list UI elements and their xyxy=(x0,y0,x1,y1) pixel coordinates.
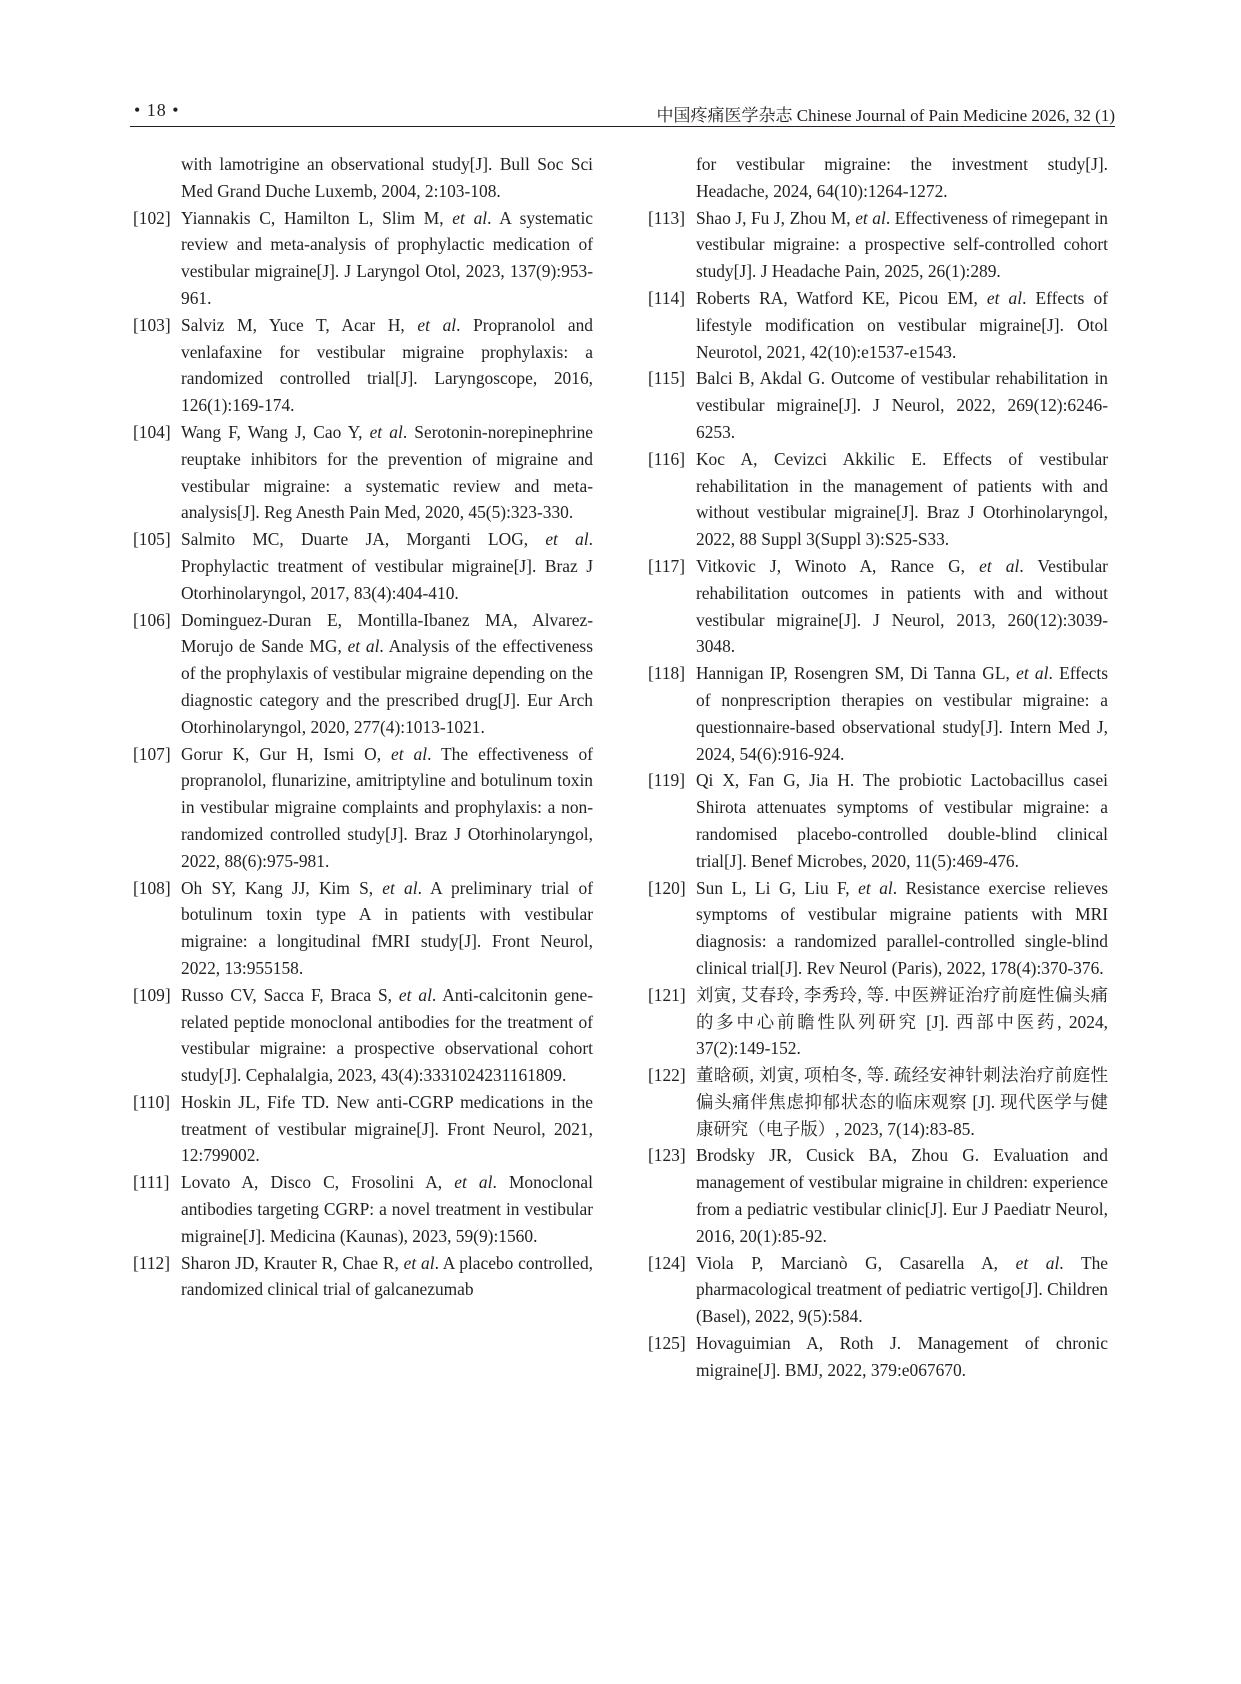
reference-text: Balci B, Akdal G. Outcome of vestibular rehabilitation in vestibular migraine[J]. J Neurol, 2022, 269(12):6246-6253. xyxy=(696,368,1108,442)
reference-entry xyxy=(133,151,593,205)
reference-number: [115] xyxy=(648,368,686,389)
reference-entry xyxy=(648,660,1108,767)
reference-entry xyxy=(133,419,593,526)
reference-number: [109] xyxy=(133,984,171,1005)
journal-title: 中国疼痛医学杂志 Chinese Journal of Pain Medicine 2026, 32 (1) xyxy=(656,106,1115,125)
reference-text: Lovato A, Disco C, Frosolini A, et al. Monoclonal antibodies targeting CGRP: a novel treatment in vestibular migraine[J]. Medicina (Kaunas), 2023, 59(9):1560. xyxy=(181,1172,593,1246)
reference-number: [103] xyxy=(133,314,171,335)
reference-entry xyxy=(133,312,593,419)
reference-number: [106] xyxy=(133,609,171,630)
reference-text: Russo CV, Sacca F, Braca S, et al. Anti-calcitonin gene-related peptide monoclonal antibodies for the treatment of vestibular migraine: a prospective observational cohort study[J]. Cephalalgia, 2023, 43(4):3331024231161809. xyxy=(181,984,593,1086)
reference-entry xyxy=(648,205,1108,285)
reference-text: Hannigan IP, Rosengren SM, Di Tanna GL, et al. Effects of nonprescription therapies on vestibular migraine: a questionnaire-based observational study[J]. Intern Med J, 2024, 54(6):916-924. xyxy=(696,663,1108,764)
reference-entry xyxy=(133,741,593,875)
reference-number: [123] xyxy=(648,1145,686,1166)
reference-number: [110] xyxy=(133,1091,171,1112)
reference-entry xyxy=(648,1142,1108,1249)
reference-text: Brodsky JR, Cusick BA, Zhou G. Evaluation and management of vestibular migraine in children: experience from a pediatric vestibular clinic[J]. Eur J Paediatr Neurol, 2016, 20(1):85-92. xyxy=(696,1145,1108,1246)
reference-number: [104] xyxy=(133,421,171,442)
reference-number: [111] xyxy=(133,1172,170,1193)
reference-number: [108] xyxy=(133,877,171,898)
running-header xyxy=(130,96,1115,127)
reference-entry xyxy=(648,446,1108,553)
reference-text: Salmito MC, Duarte JA, Morganti LOG, et al. Prophylactic treatment of vestibular migraine[J]. Braz J Otorhinolaryngol, 2017, 83(4):404-410. xyxy=(181,529,593,603)
references-left-column xyxy=(133,151,593,1303)
reference-text: Yiannakis C, Hamilton L, Slim M, et al. A systematic review and meta-analysis of prophylactic medication of vestibular migraine[J]. J Laryngol Otol, 2023, 137(9):953-961. xyxy=(181,207,594,308)
reference-number: [122] xyxy=(648,1065,686,1086)
reference-text: Sharon JD, Krauter R, Chae R, et al. A placebo controlled, randomized clinical trial of galcanezumab xyxy=(181,1252,593,1300)
reference-text: Vitkovic J, Winoto A, Rance G, et al. Vestibular rehabilitation outcomes in patients with and without vestibular migraine[J]. J Neurol, 2013, 260(12):3039-3048. xyxy=(696,555,1108,657)
reference-entry xyxy=(133,982,593,1089)
reference-entry xyxy=(648,553,1108,660)
page-number: • 18 • xyxy=(134,100,180,120)
reference-text: Shao J, Fu J, Zhou M, et al. Effectiveness of rimegepant in vestibular migraine: a prospective self-controlled cohort study[J]. J Headache Pain, 2025, 26(1):289. xyxy=(696,207,1108,282)
reference-entry xyxy=(648,151,1108,205)
reference-text: Oh SY, Kang JJ, Kim S, et al. A preliminary trial of botulinum toxin type A in patients with vestibular migraine: a longitudinal fMRI study[J]. Front Neurol, 2022, 13:955158. xyxy=(181,877,593,978)
reference-text: Hoskin JL, Fife TD. New anti-CGRP medications in the treatment of vestibular migraine[J]. Front Neurol, 2021, 12:799002. xyxy=(181,1091,593,1166)
reference-number: [125] xyxy=(648,1333,686,1354)
reference-number: [121] xyxy=(648,984,686,1005)
reference-text: Wang F, Wang J, Cao Y, et al. Serotonin-norepinephrine reuptake inhibitors for the prevention of migraine and vestibular migraine: a systematic review and meta-analysis[J]. Reg Anesth Pain Med, 2020, 45(5):323-330. xyxy=(181,421,593,523)
reference-entry xyxy=(648,982,1108,1062)
reference-entry xyxy=(648,365,1108,445)
reference-entry xyxy=(133,607,593,741)
reference-text: for vestibular migraine: the investment study[J]. Headache, 2024, 64(10):1264-1272. xyxy=(696,154,1108,201)
reference-text: Roberts RA, Watford KE, Picou EM, et al. Effects of lifestyle modification on vestibular migraine[J]. Otol Neurotol, 2021, 42(10):e1537-e1543. xyxy=(696,287,1109,362)
reference-entry xyxy=(133,205,593,312)
reference-entry xyxy=(133,1169,593,1249)
reference-number: [112] xyxy=(133,1252,171,1273)
reference-text: Gorur K, Gur H, Ismi O, et al. The effectiveness of propranolol, flunarizine, amitriptyline and botulinum toxin in vestibular migraine complaints and prophylaxis: a non-randomized controlled study[J]. Braz J Otorhinolaryngol, 2022, 88(6):975-981. xyxy=(181,743,593,871)
reference-entry xyxy=(133,526,593,606)
reference-text: Qi X, Fan G, Jia H. The probiotic Lactobacillus casei Shirota attenuates symptoms of vestibular migraine: a randomised placebo-controlled double-blind clinical trial[J]. Benef Microbes, 2020, 11(5):469-476. xyxy=(696,770,1108,871)
reference-text: with lamotrigine an observational study[J]. Bull Soc Sci Med Grand Duche Luxemb, 2004, 2:103-108. xyxy=(181,154,593,201)
reference-text: Sun L, Li G, Liu F, et al. Resistance exercise relieves symptoms of vestibular migraine patients with MRI diagnosis: a randomized parallel-controlled single-blind clinical trial[J]. Rev Neurol (Paris), 2022, 178(4):370-376. xyxy=(696,877,1108,978)
reference-text: 刘寅, 艾春玲, 李秀玲, 等. 中医辨证治疗前庭性偏头痛的多中心前瞻性队列研究 [J]. 西部中医药, 2024, 37(2):149-152. xyxy=(696,984,1108,1059)
reference-entry xyxy=(648,767,1108,874)
reference-entry xyxy=(133,1250,593,1304)
reference-entry xyxy=(648,1330,1108,1384)
reference-entry xyxy=(648,285,1108,365)
reference-entry xyxy=(133,1089,593,1169)
reference-entry xyxy=(648,875,1108,982)
reference-number: [107] xyxy=(133,743,171,764)
reference-text: Salviz M, Yuce T, Acar H, et al. Propranolol and venlafaxine for vestibular migraine prophylaxis: a randomized controlled trial[J]. Laryngoscope, 2016, 126(1):169-174. xyxy=(181,314,593,416)
reference-text: 董晗硕, 刘寅, 项柏冬, 等. 疏经安神针刺法治疗前庭性偏头痛伴焦虑抑郁状态的临床观察 [J]. 现代医学与健康研究（电子版）, 2023, 7(14):83-85. xyxy=(696,1065,1108,1139)
reference-entry xyxy=(648,1250,1108,1330)
reference-number: [117] xyxy=(648,555,686,576)
reference-number: [119] xyxy=(648,770,686,791)
reference-text: Koc A, Cevizci Akkilic E. Effects of vestibular rehabilitation in the management of patients with and without vestibular migraine[J]. Braz J Otorhinolaryngol, 2022, 88 Suppl 3(Suppl 3):S25-S33. xyxy=(696,448,1108,550)
reference-number: [114] xyxy=(648,287,686,308)
reference-entry xyxy=(648,1062,1108,1142)
reference-number: [105] xyxy=(133,529,171,550)
reference-number: [116] xyxy=(648,448,686,469)
reference-text: Dominguez-Duran E, Montilla-Ibanez MA, Alvarez-Morujo de Sande MG, et al. Analysis of the effectiveness of the prophylaxis of vestibular migraine depending on the diagnostic category and the prescribed drug[J]. Eur Arch Otorhinolaryngol, 2020, 277(4):1013-1021. xyxy=(181,609,593,737)
reference-number: [120] xyxy=(648,877,686,898)
reference-text: Viola P, Marcianò G, Casarella A, et al. The pharmacological treatment of pediatric vertigo[J]. Children (Basel), 2022, 9(5):584. xyxy=(696,1252,1108,1327)
references-right-column xyxy=(648,151,1108,1384)
reference-text: Hovaguimian A, Roth J. Management of chronic migraine[J]. BMJ, 2022, 379:e067670. xyxy=(696,1333,1108,1380)
reference-number: [118] xyxy=(648,663,686,684)
reference-number: [113] xyxy=(648,207,686,228)
reference-number: [124] xyxy=(648,1252,686,1273)
reference-entry xyxy=(133,875,593,982)
reference-number: [102] xyxy=(133,207,171,228)
